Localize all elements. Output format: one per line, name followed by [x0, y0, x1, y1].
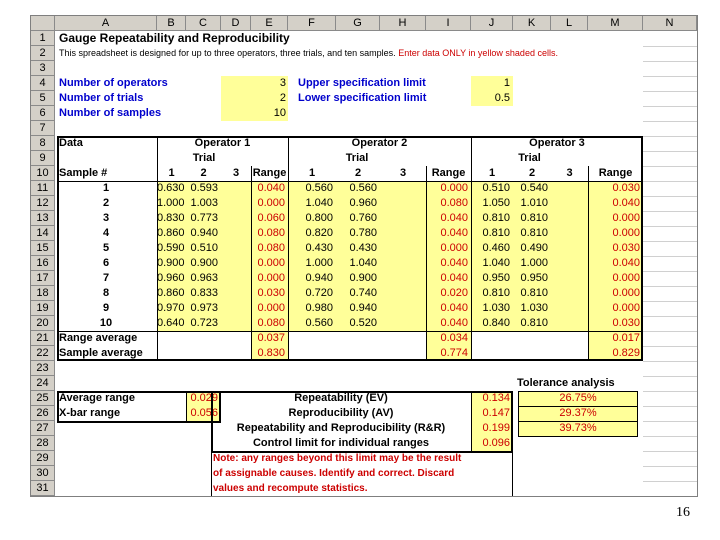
trial-value[interactable]: 0.840: [482, 317, 510, 329]
trial-value[interactable]: 0.590: [157, 242, 185, 254]
range-value: 0.000: [612, 272, 640, 284]
column-header[interactable]: F: [288, 16, 336, 31]
gridline: [643, 451, 697, 452]
trial-value[interactable]: 0.780: [349, 227, 377, 239]
row-header[interactable]: 11: [31, 181, 55, 196]
row-header[interactable]: 5: [31, 91, 55, 106]
range-value: 0.080: [257, 242, 285, 254]
tolerance-pct: 26.75%: [559, 392, 597, 404]
average-divider: [57, 331, 643, 332]
range-value: 0.040: [440, 317, 468, 329]
trial-value[interactable]: 0.640: [157, 317, 185, 329]
sample-number: 6: [102, 257, 110, 269]
instructions-text: This spreadsheet is designed for up to three operators, three trials, and ten samples.: [59, 48, 396, 58]
trial-value[interactable]: 0.940: [190, 227, 218, 239]
trial-value[interactable]: 0.973: [190, 302, 218, 314]
row-header[interactable]: 7: [31, 121, 55, 136]
trial-value[interactable]: 0.430: [305, 242, 333, 254]
column-header[interactable]: I: [426, 16, 471, 31]
trial-value[interactable]: 1.000: [520, 257, 548, 269]
trial-value[interactable]: 0.810: [482, 287, 510, 299]
trial-value[interactable]: 0.810: [482, 227, 510, 239]
trial-value[interactable]: 0.970: [157, 302, 185, 314]
range-value: 0.040: [440, 272, 468, 284]
range-value: 0.030: [612, 242, 640, 254]
footnote-line: values and recompute statistics.: [213, 483, 368, 494]
sheet-title: Gauge Repeatability and Reproducibility: [59, 31, 290, 45]
sample-number: 4: [102, 227, 110, 239]
spec-label: Upper specification limit: [298, 77, 426, 89]
range-value: 0.000: [440, 182, 468, 194]
range-value: 0.080: [257, 317, 285, 329]
trial-value[interactable]: 0.820: [305, 227, 333, 239]
sample-number: 9: [102, 302, 110, 314]
row-header[interactable]: 31: [31, 481, 55, 496]
column-header[interactable]: D: [221, 16, 251, 31]
trial-value[interactable]: 1.030: [482, 302, 510, 314]
gridline: [643, 211, 697, 212]
trial-value[interactable]: 0.980: [305, 302, 333, 314]
trial-value[interactable]: 0.960: [349, 197, 377, 209]
row-header[interactable]: 13: [31, 211, 55, 226]
range-value: 0.080: [440, 197, 468, 209]
avg-range-label: Average range: [59, 392, 136, 404]
range-value: 0.040: [257, 182, 285, 194]
gridline: [643, 316, 697, 317]
trial-number: 2: [200, 167, 207, 179]
range-value: 0.040: [440, 257, 468, 269]
gridline: [643, 46, 697, 47]
trial-value[interactable]: 1.000: [305, 257, 333, 269]
trial-value[interactable]: 0.510: [482, 182, 510, 194]
range-header: Range: [431, 167, 466, 179]
sample-number: 2: [102, 197, 110, 209]
result-label: Repeatability (EV): [294, 392, 388, 404]
row-header[interactable]: 25: [31, 391, 55, 406]
trial-value[interactable]: 0.760: [349, 212, 377, 224]
trial-value[interactable]: 1.000: [157, 197, 185, 209]
trial-number: 3: [399, 167, 407, 179]
range-value: 0.030: [612, 317, 640, 329]
gridline: [643, 181, 697, 182]
sample-number: 1: [102, 182, 110, 194]
gridline: [643, 361, 697, 362]
trial-value[interactable]: 0.960: [157, 272, 185, 284]
sample-average-value: 0.774: [440, 347, 468, 359]
gridline: [643, 346, 697, 347]
row-header[interactable]: 24: [31, 376, 55, 391]
gridline: [643, 226, 697, 227]
trial-value[interactable]: 0.740: [349, 287, 377, 299]
range-average-label: Range average: [59, 332, 138, 344]
range-value: 0.030: [257, 287, 285, 299]
column-header[interactable]: H: [380, 16, 426, 31]
row-header[interactable]: 21: [31, 331, 55, 346]
xbar-range-label: X-bar range: [59, 407, 121, 419]
footnote-line: Note: any ranges beyond this limit may be the result: [213, 453, 462, 464]
trial-value[interactable]: 0.950: [520, 272, 548, 284]
data-label: Data: [59, 137, 83, 149]
trial-value[interactable]: 1.050: [482, 197, 510, 209]
gridline: [643, 436, 697, 437]
sample-number: 10: [99, 317, 113, 329]
trial-number: 2: [528, 167, 536, 179]
operator-title: Operator 3: [529, 137, 585, 149]
operator-title: Operator 2: [351, 137, 408, 149]
trial-value[interactable]: 0.900: [157, 257, 185, 269]
row-header[interactable]: 29: [31, 451, 55, 466]
footnote-line: of assignable causes. Identify and correct. Discard: [213, 468, 455, 479]
row-header[interactable]: 28: [31, 436, 55, 451]
row-header[interactable]: 22: [31, 346, 55, 361]
result-label: Repeatability and Reproducibility (R&R): [236, 422, 446, 434]
range-value: 0.030: [612, 182, 640, 194]
sample-average-value: 0.829: [612, 347, 640, 359]
range-value: 0.000: [612, 287, 640, 299]
tolerance-pct: 39.73%: [559, 422, 597, 434]
range-average-value: 0.017: [612, 332, 640, 344]
gridline: [643, 331, 697, 332]
trial-value[interactable]: 0.810: [520, 227, 548, 239]
corner-cell[interactable]: [31, 16, 55, 31]
range-header: Range: [252, 167, 287, 179]
row-header[interactable]: 17: [31, 271, 55, 286]
xbar-range-value: 0.056: [190, 407, 218, 419]
trial-number: 1: [488, 167, 496, 179]
trial-value[interactable]: 0.540: [520, 182, 548, 194]
range-value: 0.040: [440, 302, 468, 314]
gridline: [643, 466, 697, 467]
range-value: 0.020: [440, 287, 468, 299]
trial-value[interactable]: 0.950: [482, 272, 510, 284]
trial-value[interactable]: 0.940: [305, 272, 333, 284]
instructions: [59, 46, 558, 61]
gridline: [643, 271, 697, 272]
result-value: 0.134: [482, 392, 510, 404]
row-header[interactable]: 3: [31, 61, 55, 76]
row-header[interactable]: 16: [31, 256, 55, 271]
result-label: Control limit for individual ranges: [252, 437, 429, 449]
spreadsheet: [30, 15, 698, 497]
range-header: Range: [598, 167, 633, 179]
gridline: [643, 121, 697, 122]
result-value: 0.199: [482, 422, 510, 434]
row-header[interactable]: 19: [31, 301, 55, 316]
spec-value[interactable]: 0.5: [494, 92, 510, 104]
sample-number: 3: [102, 212, 110, 224]
range-average-value: 0.037: [257, 332, 285, 344]
row-header[interactable]: 20: [31, 316, 55, 331]
row-header[interactable]: 14: [31, 226, 55, 241]
sample-average-value: 0.830: [257, 347, 285, 359]
trial-value[interactable]: 1.040: [349, 257, 377, 269]
trial-label: Trial: [345, 152, 369, 164]
trial-value[interactable]: 0.833: [190, 287, 218, 299]
row-header[interactable]: 26: [31, 406, 55, 421]
row-header[interactable]: 2: [31, 46, 55, 61]
gridline: [643, 301, 697, 302]
gridline: [643, 286, 697, 287]
trial-value[interactable]: 0.630: [157, 182, 185, 194]
range-value: 0.040: [440, 212, 468, 224]
tolerance-pct: 29.37%: [559, 407, 597, 419]
trial-value[interactable]: 0.560: [305, 317, 333, 329]
param-label: Number of trials: [59, 92, 144, 104]
trial-value[interactable]: 0.940: [349, 302, 377, 314]
trial-value[interactable]: 0.430: [349, 242, 377, 254]
row-header[interactable]: 8: [31, 136, 55, 151]
trial-label: Trial: [192, 152, 216, 164]
instructions-warning: Enter data ONLY in yellow shaded cells.: [398, 48, 558, 58]
trial-value[interactable]: 1.003: [190, 197, 218, 209]
range-value: 0.040: [612, 197, 640, 209]
trial-value[interactable]: 0.510: [190, 242, 218, 254]
gridline: [643, 91, 697, 92]
column-header[interactable]: B: [157, 16, 186, 31]
row-header[interactable]: 23: [31, 361, 55, 376]
column-header[interactable]: J: [471, 16, 513, 31]
trial-value[interactable]: 1.010: [520, 197, 548, 209]
row-header[interactable]: 6: [31, 106, 55, 121]
trial-value[interactable]: 0.810: [520, 287, 548, 299]
column-header[interactable]: E: [251, 16, 288, 31]
trial-label: Trial: [518, 152, 541, 164]
spec-value[interactable]: 1: [503, 77, 510, 89]
trial-number: 3: [232, 167, 240, 179]
sample-number: 8: [102, 287, 110, 299]
gridline: [643, 166, 697, 167]
range-value: 0.080: [257, 227, 285, 239]
trial-number: 1: [308, 167, 316, 179]
trial-value[interactable]: 0.810: [520, 317, 548, 329]
spec-label: Lower specification limit: [298, 92, 427, 104]
param-value[interactable]: 10: [273, 107, 286, 119]
gridline: [643, 421, 697, 422]
row-header[interactable]: 10: [31, 166, 55, 181]
range-value: 0.000: [257, 257, 285, 269]
trial-value[interactable]: 0.490: [520, 242, 548, 254]
row-header[interactable]: 18: [31, 286, 55, 301]
trial-value[interactable]: 0.810: [520, 212, 548, 224]
gridline: [643, 496, 697, 497]
trial-value[interactable]: 0.593: [190, 182, 218, 194]
column-header[interactable]: K: [513, 16, 551, 31]
gridline: [643, 241, 697, 242]
avg-range-value: 0.029: [190, 392, 218, 404]
gridline: [643, 61, 697, 62]
range-value: 0.000: [257, 302, 285, 314]
trial-number: 3: [566, 167, 573, 179]
trial-value[interactable]: 0.800: [305, 212, 333, 224]
column-header[interactable]: M: [588, 16, 643, 31]
slide-number: 16: [676, 505, 690, 520]
gridline: [643, 391, 697, 392]
column-header[interactable]: A: [55, 16, 157, 31]
trial-value[interactable]: 0.560: [349, 182, 377, 194]
gridline: [643, 151, 697, 152]
range-value: 0.000: [440, 242, 468, 254]
gridline: [643, 136, 697, 137]
result-label: Reproducibility (AV): [288, 407, 394, 419]
operator-title: Operator 1: [194, 137, 251, 149]
trial-value[interactable]: 0.963: [190, 272, 218, 284]
trial-value[interactable]: 0.720: [305, 287, 333, 299]
sample-header: Sample #: [59, 167, 108, 179]
row-header[interactable]: 4: [31, 76, 55, 91]
trial-value[interactable]: 0.520: [349, 317, 377, 329]
range-value: 0.060: [257, 212, 285, 224]
trial-value[interactable]: 0.900: [349, 272, 377, 284]
tolerance-title: Tolerance analysis: [517, 377, 615, 389]
gridline: [643, 481, 697, 482]
trial-number: 2: [354, 167, 362, 179]
trial-number: 1: [168, 167, 175, 179]
range-value: 0.000: [612, 227, 640, 239]
trial-value[interactable]: 0.830: [157, 212, 185, 224]
trial-value[interactable]: 0.860: [157, 287, 185, 299]
trial-value[interactable]: 1.040: [482, 257, 510, 269]
param-value[interactable]: 3: [279, 77, 286, 89]
param-value[interactable]: 2: [279, 92, 286, 104]
param-label: Number of samples: [59, 107, 162, 119]
sample-number: 5: [102, 242, 110, 254]
range-value: 0.000: [612, 302, 640, 314]
column-header[interactable]: C: [186, 16, 221, 31]
row-header[interactable]: 9: [31, 151, 55, 166]
column-header[interactable]: L: [551, 16, 588, 31]
trial-value[interactable]: 0.810: [482, 212, 510, 224]
sample-number: 7: [102, 272, 110, 284]
gridline: [643, 106, 697, 107]
column-header[interactable]: G: [336, 16, 380, 31]
sample-average-label: Sample average: [59, 347, 143, 359]
param-label: Number of operators: [59, 77, 168, 89]
range-value: 0.000: [612, 212, 640, 224]
gridline: [643, 76, 697, 77]
trial-value[interactable]: 0.860: [157, 227, 185, 239]
range-value: 0.040: [440, 227, 468, 239]
column-header[interactable]: N: [643, 16, 697, 31]
trial-value[interactable]: 0.900: [190, 257, 218, 269]
gridline: [643, 376, 697, 377]
range-value: 0.040: [612, 257, 640, 269]
trial-value[interactable]: 1.030: [520, 302, 548, 314]
row-header[interactable]: 1: [31, 31, 55, 46]
trial-value[interactable]: 0.723: [190, 317, 218, 329]
row-header[interactable]: 27: [31, 421, 55, 436]
gridline: [643, 196, 697, 197]
range-average-value: 0.034: [440, 332, 468, 344]
trial-value[interactable]: 1.040: [305, 197, 333, 209]
result-value: 0.096: [482, 437, 510, 449]
trial-value[interactable]: 0.460: [482, 242, 510, 254]
range-value: 0.000: [257, 272, 285, 284]
row-header[interactable]: 15: [31, 241, 55, 256]
row-header[interactable]: 12: [31, 196, 55, 211]
range-value: 0.000: [257, 197, 285, 209]
result-value: 0.147: [482, 407, 510, 419]
row-header[interactable]: 30: [31, 466, 55, 481]
trial-value[interactable]: 0.560: [305, 182, 333, 194]
gridline: [643, 406, 697, 407]
trial-value[interactable]: 0.773: [190, 212, 218, 224]
gridline: [643, 256, 697, 257]
